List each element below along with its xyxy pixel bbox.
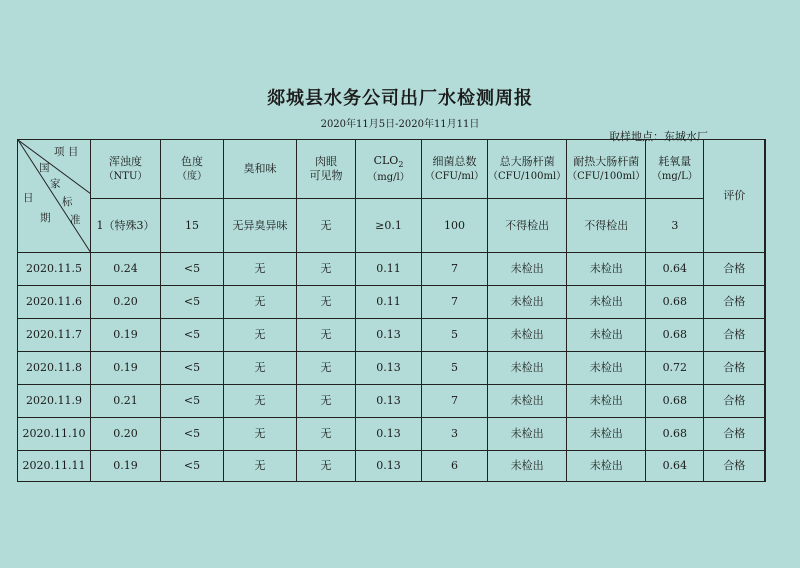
value-cell: 0.19 (91, 352, 161, 385)
report-title: 郯城县水务公司出厂水检测周报 (267, 88, 533, 109)
value-cell: 0.24 (91, 253, 161, 286)
value-cell: 未检出 (488, 319, 567, 352)
value-cell: 6 (422, 451, 488, 482)
value-cell: 无 (297, 319, 356, 352)
value-cell: 未检出 (567, 451, 646, 482)
table-row (18, 253, 766, 286)
standard-value-cell: 100 (422, 199, 488, 253)
corner-date-char: 期 (40, 212, 51, 224)
header-chlorine-dioxide: $CLO_2$ （mg/l） (356, 140, 422, 199)
standard-value-cell: 15 (161, 199, 224, 253)
header-total-coliform: 总大肠杆菌 （CFU/100ml） (488, 140, 567, 199)
value-cell: <5 (161, 418, 224, 451)
value-cell: 0.21 (91, 385, 161, 418)
value-cell: 0.68 (646, 319, 704, 352)
value-cell: 未检出 (567, 418, 646, 451)
value-cell: <5 (161, 451, 224, 482)
table-row (18, 418, 766, 451)
value-cell: 3 (422, 418, 488, 451)
value-cell: 0.19 (91, 319, 161, 352)
evaluation-cell: 合格 (704, 319, 765, 352)
evaluation-cell: 合格 (704, 451, 765, 482)
value-cell: 未检出 (488, 253, 567, 286)
value-cell: <5 (161, 319, 224, 352)
value-cell: 0.68 (646, 418, 704, 451)
value-cell: 无 (224, 352, 297, 385)
value-cell: 5 (422, 352, 488, 385)
header-odor: 臭和味 (224, 140, 297, 199)
date-cell: 2020.11.11 (18, 451, 91, 482)
date-cell: 2020.11.9 (18, 385, 91, 418)
value-cell: 无 (224, 451, 297, 482)
corner-standard-char: 准 (70, 214, 81, 226)
standards-row (18, 199, 766, 253)
header-row (18, 140, 766, 199)
sampling-location: 取样地点：东城水厂 (609, 130, 708, 143)
value-cell: 未检出 (488, 286, 567, 319)
value-cell: 0.20 (91, 286, 161, 319)
evaluation-cell: 合格 (704, 385, 765, 418)
value-cell: 无 (297, 451, 356, 482)
header-evaluation: 评价 (704, 140, 765, 253)
standard-value-cell: 1（特殊3） (91, 199, 161, 253)
value-cell: 7 (422, 286, 488, 319)
table-row (18, 319, 766, 352)
value-cell: 未检出 (488, 451, 567, 482)
value-cell: 0.68 (646, 286, 704, 319)
corner-header-cell (18, 140, 91, 253)
table-row (18, 286, 766, 319)
value-cell: 0.20 (91, 418, 161, 451)
standard-value-cell: 无异臭异味 (224, 199, 297, 253)
value-cell: 0.13 (356, 385, 422, 418)
evaluation-cell: 合格 (704, 418, 765, 451)
corner-standard-char: 国 (39, 162, 50, 174)
value-cell: 5 (422, 319, 488, 352)
value-cell: 无 (297, 253, 356, 286)
header-extra-blank (765, 140, 766, 253)
report-date-range: 2020年11月5日-2020年11月11日 (320, 119, 480, 130)
header-turbidity: 浑浊度 （NTU） (91, 140, 161, 199)
value-cell: 未检出 (567, 319, 646, 352)
value-cell: 未检出 (488, 418, 567, 451)
value-cell: 0.11 (356, 286, 422, 319)
evaluation-cell: 合格 (704, 352, 765, 385)
value-cell: 0.64 (646, 253, 704, 286)
standard-value-cell: 不得检出 (567, 199, 646, 253)
value-cell: 未检出 (567, 352, 646, 385)
standard-value-cell: 3 (646, 199, 704, 253)
standard-value-cell: 不得检出 (488, 199, 567, 253)
value-cell: 0.19 (91, 451, 161, 482)
blank-cell (765, 385, 766, 418)
value-cell: 未检出 (567, 253, 646, 286)
value-cell: 无 (224, 385, 297, 418)
value-cell: 0.13 (356, 418, 422, 451)
header-bacteria-count: 细菌总数 （CFU/ml） (422, 140, 488, 199)
blank-cell (765, 319, 766, 352)
evaluation-cell: 合格 (704, 286, 765, 319)
value-cell: 无 (224, 253, 297, 286)
header-visible-matter: 肉眼 可见物 (297, 140, 356, 199)
date-cell: 2020.11.8 (18, 352, 91, 385)
date-cell: 2020.11.10 (18, 418, 91, 451)
value-cell: 无 (224, 319, 297, 352)
value-cell: 0.13 (356, 319, 422, 352)
table-row (18, 352, 766, 385)
evaluation-cell: 合格 (704, 253, 765, 286)
value-cell: 无 (297, 352, 356, 385)
value-cell: 无 (297, 385, 356, 418)
value-cell: 0.72 (646, 352, 704, 385)
value-cell: 0.13 (356, 352, 422, 385)
value-cell: 无 (297, 418, 356, 451)
value-cell: 0.11 (356, 253, 422, 286)
value-cell: 0.64 (646, 451, 704, 482)
header-oxygen-consumption: 耗氧量 （mg/L） (646, 140, 704, 199)
date-cell: 2020.11.5 (18, 253, 91, 286)
value-cell: 无 (224, 286, 297, 319)
value-cell: 0.13 (356, 451, 422, 482)
header-color: 色度 （度） (161, 140, 224, 199)
value-cell: 0.68 (646, 385, 704, 418)
header-thermotolerant-coliform: 耐热大肠杆菌 （CFU/100ml） (567, 140, 646, 199)
date-cell: 2020.11.6 (18, 286, 91, 319)
water-quality-table (17, 139, 766, 482)
corner-date-char: 日 (23, 192, 34, 204)
table-row (18, 451, 766, 482)
value-cell: 未检出 (567, 286, 646, 319)
corner-item-label: 项 目 (54, 146, 79, 158)
standard-value-cell: 无 (297, 199, 356, 253)
value-cell: <5 (161, 385, 224, 418)
value-cell: <5 (161, 352, 224, 385)
value-cell: 无 (297, 286, 356, 319)
value-cell: <5 (161, 286, 224, 319)
blank-cell (765, 451, 766, 482)
blank-cell (765, 352, 766, 385)
value-cell: 7 (422, 385, 488, 418)
corner-standard-char: 标 (62, 196, 73, 208)
value-cell: 未检出 (488, 352, 567, 385)
blank-cell (765, 286, 766, 319)
blank-cell (765, 418, 766, 451)
value-cell: 未检出 (567, 385, 646, 418)
table-row (18, 385, 766, 418)
blank-cell (765, 253, 766, 286)
value-cell: <5 (161, 253, 224, 286)
date-cell: 2020.11.7 (18, 319, 91, 352)
value-cell: 无 (224, 418, 297, 451)
value-cell: 7 (422, 253, 488, 286)
standard-value-cell: ≥0.1 (356, 199, 422, 253)
corner-standard-char: 家 (50, 178, 61, 190)
value-cell: 未检出 (488, 385, 567, 418)
